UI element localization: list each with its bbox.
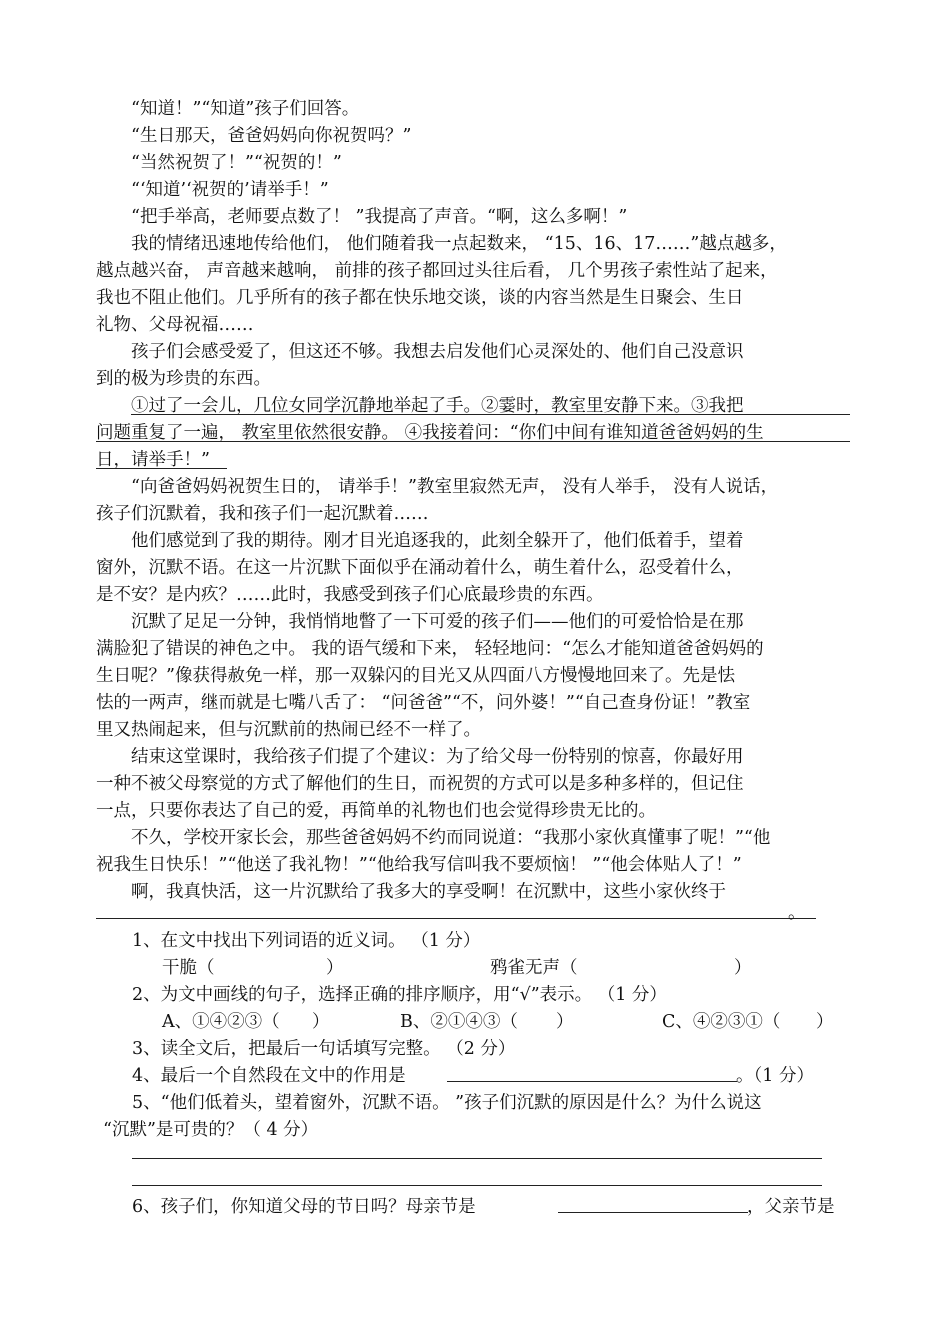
passage-line: 是不安？是内疚？……此时，我感受到孩子们心底最珍贵的东西。 [96,585,604,605]
passage-line: 里又热闹起来，但与沉默前的热闹已经不一样了。 [96,720,481,740]
answer-line[interactable] [447,1081,737,1082]
passage-line: “当然祝贺了！”“祝贺的！” [131,153,342,173]
passage-line: 一点，只要你表达了自己的爱，再简单的礼物也们也会觉得珍贵无比的。 [96,801,656,821]
passage-line: 他们感觉到了我的期待。刚才目光追逐我的，此刻全躲开了，他们低着手，望着 [131,531,744,551]
option-b-close: ） [556,1012,574,1032]
end-mark: 。 [788,903,806,923]
question-6-tail: ，父亲节是 [747,1197,835,1217]
passage-line: “知道！”“知道”孩子们回答。 [131,99,360,119]
passage-line: 孩子们会感受爱了，但这还不够。我想去启发他们心灵深处的、他们自己没意识 [131,342,744,362]
passage-line: 结束这堂课时，我给孩子们提了个建议：为了给父母一份特别的惊喜，你最好用 [131,747,744,767]
passage-line: 我的情绪迅速地传给他们， 他们随着我一点起数来， “15、16、17……”越点越多， [131,234,787,254]
question-1-word-1-close: ） [326,958,344,978]
answer-line[interactable] [558,1212,748,1213]
passage-line: 满脸犯了错误的神色之中。 我的语气缓和下来， 轻轻地问：“怎么才能知道爸爸妈妈的 [96,639,764,659]
passage-line: 生日呢？”像获得赦免一样，那一双躲闪的目光又从四面八方慢慢地回来了。先是怯 [96,666,735,686]
passage-line: 不久，学校开家长会，那些爸爸妈妈不约而同说道：“我那小家伙真懂事了呢！”“他 [131,828,771,848]
underlined-sentence-line: 问题重复了一遍， 教室里依然很安静。 ④我接着问：“你们中间有谁知道爸爸妈妈的生 [96,423,764,443]
question-4-tail: 。（1 分） [736,1066,814,1086]
question-6-text: 6、孩子们，你知道父母的节日吗？母亲节是 [132,1197,476,1217]
passage-line: 我也不阻止他们。几乎所有的孩子都在快乐地交谈，谈的内容当然是生日聚会、生日 [96,288,744,308]
question-3: 3、读全文后，把最后一句话填写完整。 （2 分） [132,1039,516,1059]
underlined-sentence-line: 日，请举手！” [96,450,210,470]
passage-line: 沉默了足足一分钟，我悄悄地瞥了一下可爱的孩子们——他们的可爱恰恰是在那 [131,612,744,632]
passage-line: 到的极为珍贵的东西。 [96,369,271,389]
option-a-close: ） [312,1012,330,1032]
question-1-word-2: 鸦雀无声（ [490,958,578,978]
question-2-title: 2、为文中画线的句子，选择正确的排序顺序，用“√”表示。 （1 分） [132,985,667,1005]
passage-line: 孩子们沉默着，我和孩子们一起沉默着…… [96,504,429,524]
question-1-word-1: 干脆（ [162,958,215,978]
option-a[interactable]: A、①④②③（ [162,1012,280,1032]
question-5-line-2: “沉默”是可贵的？（ 4 分） [103,1120,319,1140]
passage-line: 窗外，沉默不语。在这一片沉默下面似乎在涌动着什么，萌生着什么，忍受着什么， [96,558,744,578]
option-b[interactable]: B、②①④③（ [400,1012,518,1032]
option-c-close: ） [816,1012,834,1032]
question-1-title: 1、在文中找出下列词语的近义词。 （1 分） [132,931,481,951]
passage-line: “‘知道’‘祝贺的’请举手！” [131,180,329,200]
passage-line: 一种不被父母察觉的方式了解他们的生日，而祝贺的方式可以是多种多样的，但记住 [96,774,744,794]
passage-line: 怯的一两声，继而就是七嘴八舌了： “问爸爸”“不，问外婆！”“自己查身份证！”教室 [96,693,751,713]
answer-line[interactable] [96,918,816,919]
underline-rule [96,468,227,469]
underlined-sentence-line: ①过了一会儿，几位女同学沉静地举起了手。②霎时，教室里安静下来。③我把 [131,396,744,416]
passage-line: “向爸爸妈妈祝贺生日的， 请举手！”教室里寂然无声， 没有人举手， 没有人说话， [131,477,779,497]
passage-line: “生日那天，爸爸妈妈向你祝贺吗？” [131,126,412,146]
passage-line: 礼物、父母祝福…… [96,315,254,335]
passage-line: 祝我生日快乐！”“他送了我礼物！”“他给我写信叫我不要烦恼！ ”“他会体贴人了！” [96,855,742,875]
passage-line: 啊，我真快活，这一片沉默给了我多大的享受啊！在沉默中，这些小家伙终于 [131,882,726,902]
option-c[interactable]: C、④②③①（ [662,1012,781,1032]
underline-rule [131,414,850,415]
passage-line: “把手举高，老师要点数了！ ”我提高了声音。“啊，这么多啊！” [131,207,628,227]
question-1-word-2-close: ） [734,958,752,978]
passage-line: 越点越兴奋， 声音越来越响， 前排的孩子都回过头往后看， 几个男孩子索性站了起来， [96,261,778,281]
question-4-text: 4、最后一个自然段在文中的作用是 [132,1066,406,1086]
question-5-line-1: 5、“他们低着头，望着窗外，沉默不语。 ”孩子们沉默的原因是什么？为什么说这 [132,1093,762,1113]
underline-rule [96,441,850,442]
answer-line[interactable] [132,1185,822,1186]
answer-line[interactable] [132,1158,822,1159]
